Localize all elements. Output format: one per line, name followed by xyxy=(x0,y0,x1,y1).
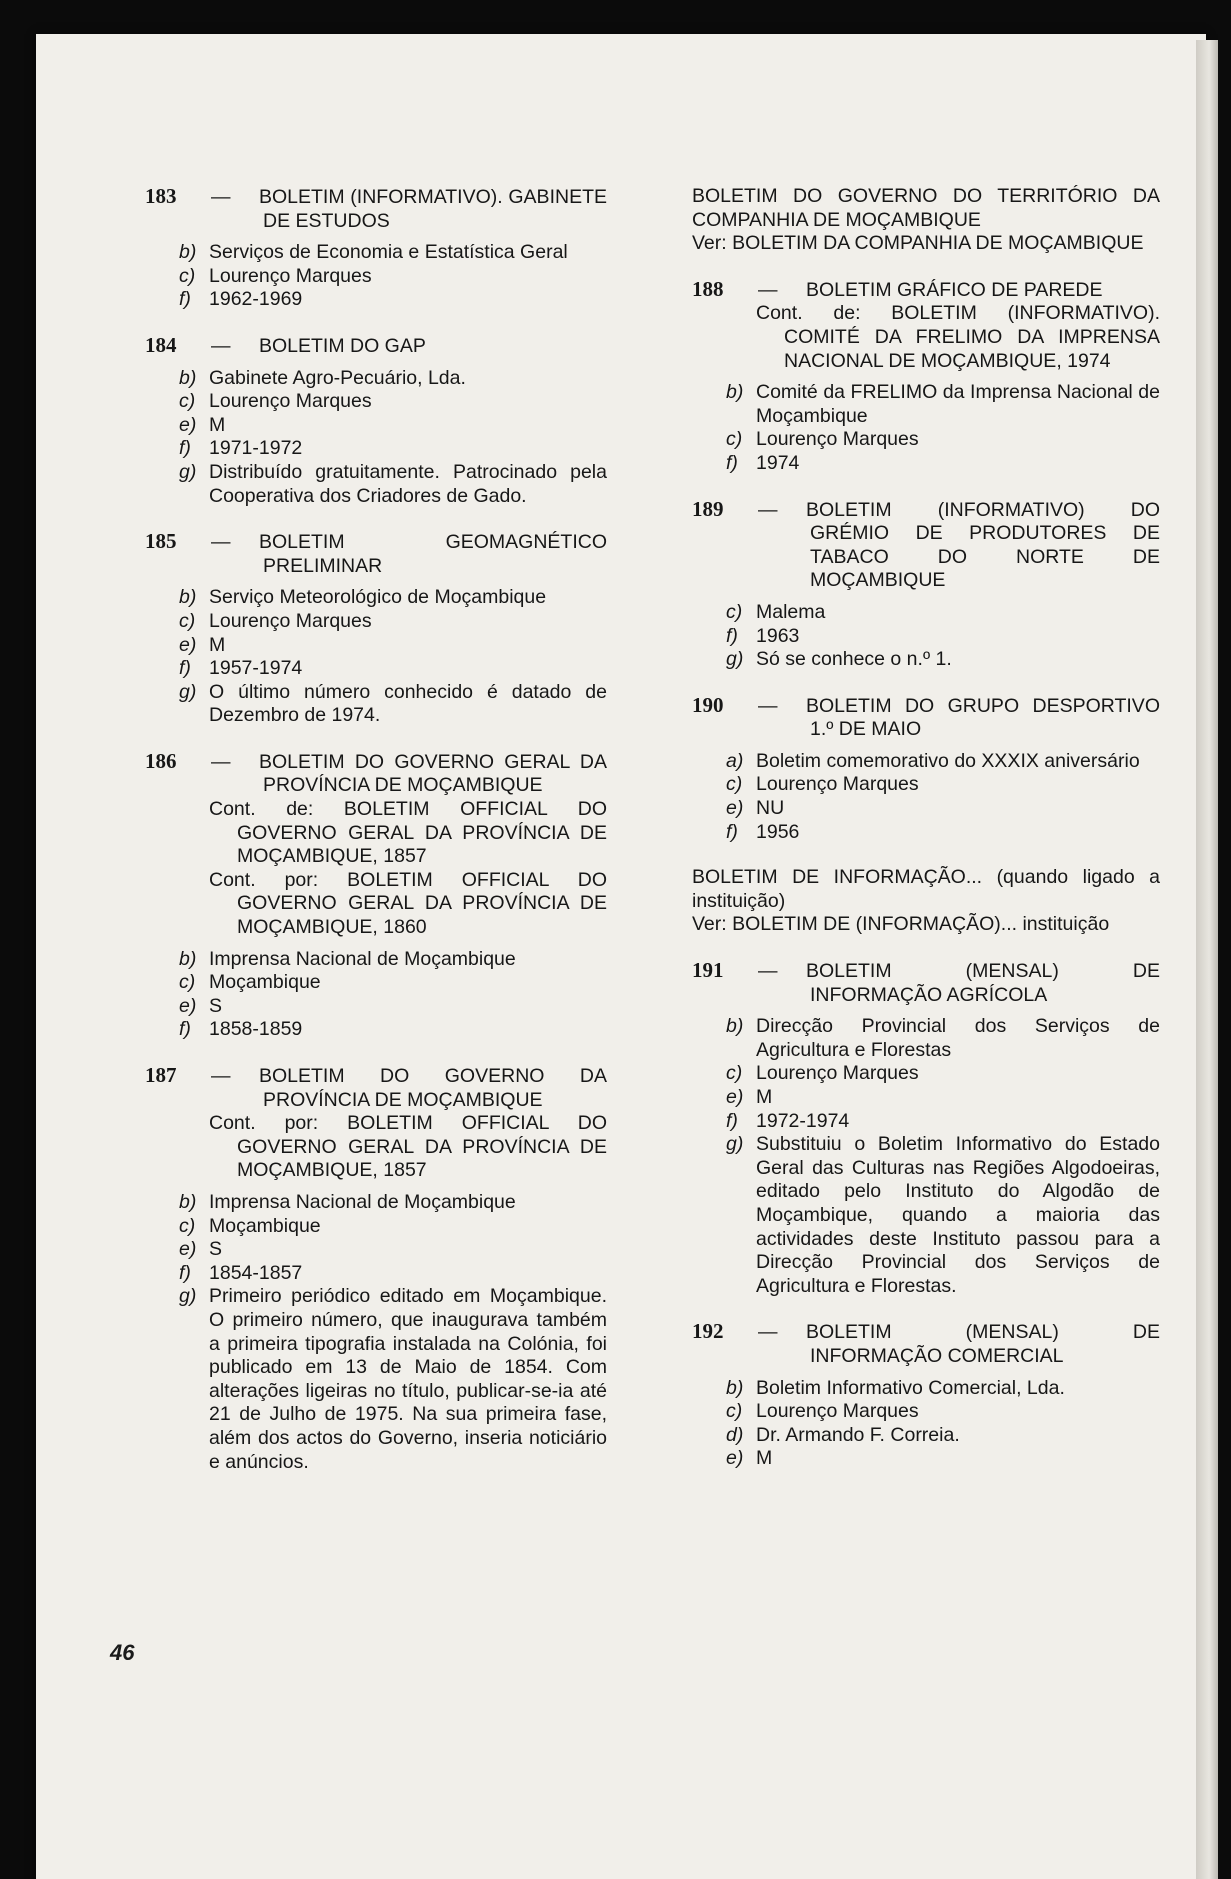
field-value: Direcção Provincial dos Serviços de Agricultura e Florestas xyxy=(756,1015,1160,1061)
field-label: c) xyxy=(179,264,196,287)
entry-field xyxy=(145,681,607,728)
field-value: Lourenço Marques xyxy=(209,390,372,413)
field-label: b) xyxy=(179,241,197,264)
field-value: 1956 xyxy=(756,820,800,843)
field-label: e) xyxy=(726,1086,744,1108)
entry-dash: — xyxy=(758,498,778,521)
field-value: 1972-1974 xyxy=(756,1109,850,1132)
entry-field xyxy=(145,971,607,995)
field-value: Imprensa Nacional de Moçambique xyxy=(209,1190,516,1213)
field-label: c) xyxy=(179,390,196,413)
entry-title: BOLETIM GEOMAGNÉTICO PRELIMINAR xyxy=(259,531,607,577)
entry-heading xyxy=(692,278,1160,303)
field-value: 1963 xyxy=(756,624,800,647)
catalog-entry xyxy=(145,334,607,508)
entry-number: 188 xyxy=(692,276,724,301)
entry-dash: — xyxy=(211,1065,231,1087)
field-label: f) xyxy=(726,820,738,843)
entry-field xyxy=(145,1018,607,1042)
field-label: b) xyxy=(726,1376,744,1399)
page-edge xyxy=(1196,40,1218,1879)
field-label: e) xyxy=(179,1238,197,1261)
field-label: g) xyxy=(179,680,197,703)
field-value: S xyxy=(209,994,223,1017)
entry-title: BOLETIM DO GOVERNO DA PROVÍNCIA DE MOÇAMBIQUE xyxy=(259,1065,607,1111)
field-value: Moçambique xyxy=(209,971,321,994)
field-label: a) xyxy=(726,749,744,772)
entry-cross-reference: Cont. de: BOLETIM OFFICIAL DO GOVERNO GERAL DA PROVÍNCIA DE MOÇAMBIQUE, 1857 xyxy=(209,798,607,868)
entry-title: BOLETIM DE INFORMAÇÃO... (quando ligado a instituição) xyxy=(692,866,1160,912)
entry-title: BOLETIM (INFORMATIVO) DO GRÉMIO DE PRODUTORES DE TABACO DO NORTE DE MOÇAMBIQUE xyxy=(806,498,1160,592)
field-label: f) xyxy=(726,1109,738,1132)
entry-field xyxy=(145,1262,607,1286)
catalog-entry xyxy=(692,278,1160,476)
entry-cross-reference: Ver: BOLETIM DE (INFORMAÇÃO)... instituição xyxy=(692,913,1110,936)
field-label: e) xyxy=(726,797,744,820)
entry-number: 189 xyxy=(692,496,724,521)
entry-fields xyxy=(692,750,1160,844)
entry-number: 187 xyxy=(145,1063,177,1087)
entry-fields xyxy=(145,586,607,728)
entry-field xyxy=(692,601,1160,625)
entry-field xyxy=(692,821,1160,845)
entry-heading xyxy=(145,185,607,233)
entry-title: BOLETIM DO GAP xyxy=(259,334,426,357)
field-label: g) xyxy=(179,460,197,483)
field-value: Só se conhece o n.º 1. xyxy=(756,648,952,671)
entry-title: BOLETIM DO GOVERNO DO TERRITÓRIO DA COMPANHIA DE MOÇAMBIQUE xyxy=(692,185,1160,231)
entry-field xyxy=(692,1015,1160,1062)
entry-field xyxy=(145,414,607,438)
field-value: Imprensa Nacional de Moçambique xyxy=(209,947,516,970)
entry-field xyxy=(692,428,1160,452)
field-value: Lourenço Marques xyxy=(756,773,919,796)
entry-field xyxy=(692,773,1160,797)
field-label: b) xyxy=(726,1015,744,1038)
entry-title: BOLETIM DO GRUPO DESPORTIVO 1.º DE MAIO xyxy=(806,694,1160,741)
entry-field xyxy=(145,1285,607,1474)
field-value: M xyxy=(209,413,226,436)
entry-field xyxy=(145,610,607,634)
entry-dash: — xyxy=(211,531,231,554)
catalog-entry xyxy=(145,530,607,728)
entry-dash: — xyxy=(758,694,778,717)
catalog-entry xyxy=(692,866,1160,937)
entry-field xyxy=(145,1215,607,1239)
entry-field xyxy=(692,750,1160,774)
field-value: Primeiro periódico editado em Moçambique. O primeiro número, que inaugurava também a primeira tipografia instalada na Colónia, foi publicado em 13 de Maio de 1854. Com alterações ligeiras no título, publicar-se-ia até 21 de Julho de 1975. Na sua primeira fase, além dos actos do Governo, inseria noticiário e anúncios. xyxy=(209,1285,607,1473)
entry-fields xyxy=(692,601,1160,672)
entry-dash: — xyxy=(211,750,231,773)
catalog-entry xyxy=(145,750,607,1042)
field-label: f) xyxy=(726,624,738,647)
field-label: c) xyxy=(726,773,743,796)
field-value: Distribuído gratuitamente. Patrocinado pela Cooperativa dos Criadores de Gado. xyxy=(209,460,607,507)
field-value: Serviços de Economia e Estatística Geral xyxy=(209,241,568,264)
entry-title: BOLETIM GRÁFICO DE PAREDE xyxy=(806,278,1103,301)
field-value: 1962-1969 xyxy=(209,288,303,311)
entry-title: BOLETIM (INFORMATIVO). GABINETE DE ESTUDOS xyxy=(259,186,607,232)
entry-field xyxy=(145,657,607,681)
field-label: g) xyxy=(179,1285,197,1308)
entry-heading xyxy=(692,866,1160,913)
entry-field xyxy=(692,648,1160,672)
entry-field xyxy=(145,265,607,289)
entry-heading xyxy=(145,750,607,798)
entry-number: 190 xyxy=(692,692,724,717)
entry-field xyxy=(692,797,1160,821)
entry-fields xyxy=(692,381,1160,475)
field-label: c) xyxy=(726,1062,743,1085)
entry-cross-reference: Cont. de: BOLETIM (INFORMATIVO). COMITÉ DA FRELIMO DA IMPRENSA NACIONAL DE MOÇAMBIQUE, 1974 xyxy=(756,302,1160,372)
entry-field xyxy=(692,625,1160,649)
field-label: c) xyxy=(726,600,743,623)
field-value: Boletim Informativo Comercial, Lda. xyxy=(756,1376,1065,1399)
page-number: 46 xyxy=(110,1640,135,1665)
catalog-entry xyxy=(145,185,607,312)
field-value: 1858-1859 xyxy=(209,1018,303,1041)
entry-fields xyxy=(692,1377,1160,1471)
field-label: e) xyxy=(726,1447,744,1470)
entry-fields xyxy=(692,1015,1160,1298)
entry-field xyxy=(145,367,607,391)
entry-number: 191 xyxy=(692,958,724,983)
field-value: M xyxy=(756,1447,773,1470)
entry-cross-reference: Cont. por: BOLETIM OFFICIAL DO GOVERNO GERAL DA PROVÍNCIA DE MOÇAMBIQUE, 1860 xyxy=(209,868,607,939)
field-value: Moçambique xyxy=(209,1214,321,1237)
entry-title: BOLETIM (MENSAL) DE INFORMAÇÃO AGRÍCOLA xyxy=(806,960,1160,1006)
entry-field xyxy=(692,1062,1160,1086)
entry-heading xyxy=(145,334,607,359)
entry-field xyxy=(692,1424,1160,1448)
field-value: Malema xyxy=(756,600,826,623)
entry-number: 186 xyxy=(145,748,177,773)
entry-field xyxy=(692,1086,1160,1110)
entry-field xyxy=(145,288,607,312)
field-value: Lourenço Marques xyxy=(756,1062,919,1085)
field-value: Boletim comemorativo do XXXIX aniversário xyxy=(756,749,1140,772)
field-label: e) xyxy=(179,994,197,1017)
entry-heading xyxy=(692,1320,1160,1368)
entry-field xyxy=(145,1191,607,1215)
field-label: b) xyxy=(179,947,197,970)
field-label: e) xyxy=(179,413,197,436)
entry-dash: — xyxy=(211,334,231,357)
entry-heading xyxy=(692,694,1160,742)
field-label: f) xyxy=(179,288,191,311)
entry-field xyxy=(692,1110,1160,1134)
entry-field xyxy=(145,390,607,414)
field-label: c) xyxy=(179,971,196,994)
entry-heading xyxy=(692,185,1160,232)
entry-field xyxy=(692,1377,1160,1401)
field-value: Lourenço Marques xyxy=(756,428,919,451)
entry-cross-reference: Ver: BOLETIM DA COMPANHIA DE MOÇAMBIQUE xyxy=(692,232,1144,255)
entry-field xyxy=(145,586,607,610)
entry-field xyxy=(692,452,1160,476)
left-column xyxy=(145,185,607,1496)
entry-dash: — xyxy=(211,186,231,208)
entry-fields xyxy=(145,367,607,509)
entry-fields xyxy=(145,948,607,1042)
field-label: f) xyxy=(179,657,191,680)
field-value: 1854-1857 xyxy=(209,1261,303,1284)
entry-heading xyxy=(145,1064,607,1112)
field-label: d) xyxy=(726,1423,744,1446)
entry-heading xyxy=(692,498,1160,593)
entry-number: 192 xyxy=(692,1319,724,1344)
entry-field xyxy=(692,381,1160,428)
entry-field xyxy=(692,1133,1160,1298)
field-label: b) xyxy=(179,366,197,389)
entry-field xyxy=(145,634,607,658)
entry-field xyxy=(145,241,607,265)
field-value: M xyxy=(756,1086,773,1108)
field-label: f) xyxy=(179,1018,191,1041)
entry-fields xyxy=(145,1191,607,1474)
field-label: g) xyxy=(726,1133,744,1156)
entry-field xyxy=(692,1400,1160,1424)
entry-field xyxy=(145,948,607,972)
field-value: Gabinete Agro-Pecuário, Lda. xyxy=(209,366,466,389)
entry-heading xyxy=(692,959,1160,1007)
entry-number: 185 xyxy=(145,529,177,554)
entry-fields xyxy=(145,241,607,312)
field-label: f) xyxy=(179,1261,191,1284)
field-label: c) xyxy=(179,609,196,632)
field-value: Lourenço Marques xyxy=(209,609,372,632)
field-label: e) xyxy=(179,633,197,656)
field-value: Lourenço Marques xyxy=(756,1400,919,1423)
entry-cross-reference: Cont. por: BOLETIM OFFICIAL DO GOVERNO GERAL DA PROVÍNCIA DE MOÇAMBIQUE, 1857 xyxy=(209,1112,607,1182)
catalog-entry xyxy=(145,1064,607,1474)
right-column xyxy=(692,185,1160,1493)
field-label: b) xyxy=(726,381,744,404)
field-value: Substituiu o Boletim Informativo do Estado Geral das Culturas nas Regiões Algodoeiras, editado pelo Instituto do Algodão de Moçambique, quando a maioria das actividades deste Instituto passou para a Direcção Provincial dos Serviços de Agricultura e Florestas. xyxy=(756,1133,1160,1297)
catalog-entry xyxy=(692,694,1160,845)
entry-dash: — xyxy=(758,278,778,301)
field-label: f) xyxy=(726,451,738,474)
entry-title: BOLETIM (MENSAL) DE INFORMAÇÃO COMERCIAL xyxy=(806,1321,1160,1367)
field-label: b) xyxy=(179,1190,197,1213)
catalog-entry xyxy=(692,1320,1160,1471)
entry-field xyxy=(692,1447,1160,1471)
entry-dash: — xyxy=(758,1321,778,1344)
field-value: S xyxy=(209,1238,223,1261)
field-value: 1971-1972 xyxy=(209,437,303,460)
entry-field xyxy=(145,461,607,508)
field-value: 1974 xyxy=(756,451,800,474)
field-label: g) xyxy=(726,648,744,671)
field-value: M xyxy=(209,633,226,656)
field-label: f) xyxy=(179,437,191,460)
entry-number: 184 xyxy=(145,332,177,357)
entry-field xyxy=(145,995,607,1019)
catalog-entry xyxy=(692,959,1160,1298)
catalog-entry xyxy=(692,185,1160,256)
entry-number: 183 xyxy=(145,184,177,208)
field-value: Lourenço Marques xyxy=(209,264,372,287)
field-label: c) xyxy=(726,1400,743,1423)
field-label: b) xyxy=(179,586,197,609)
field-value: Serviço Meteorológico de Moçambique xyxy=(209,586,547,609)
field-label: c) xyxy=(179,1214,196,1237)
field-value: NU xyxy=(756,797,785,820)
entry-field xyxy=(145,1238,607,1262)
field-value: 1957-1974 xyxy=(209,657,303,680)
field-label: c) xyxy=(726,428,743,451)
entry-title: BOLETIM DO GOVERNO GERAL DA PROVÍNCIA DE MOÇAMBIQUE xyxy=(259,750,607,797)
field-value: O último número conhecido é datado de Dezembro de 1974. xyxy=(209,680,607,727)
entry-dash: — xyxy=(758,960,778,983)
field-value: Dr. Armando F. Correia. xyxy=(756,1423,960,1446)
entry-field xyxy=(145,437,607,461)
catalog-entry xyxy=(692,498,1160,672)
field-value: Comité da FRELIMO da Imprensa Nacional de Moçambique xyxy=(756,381,1160,427)
entry-heading xyxy=(145,530,607,578)
